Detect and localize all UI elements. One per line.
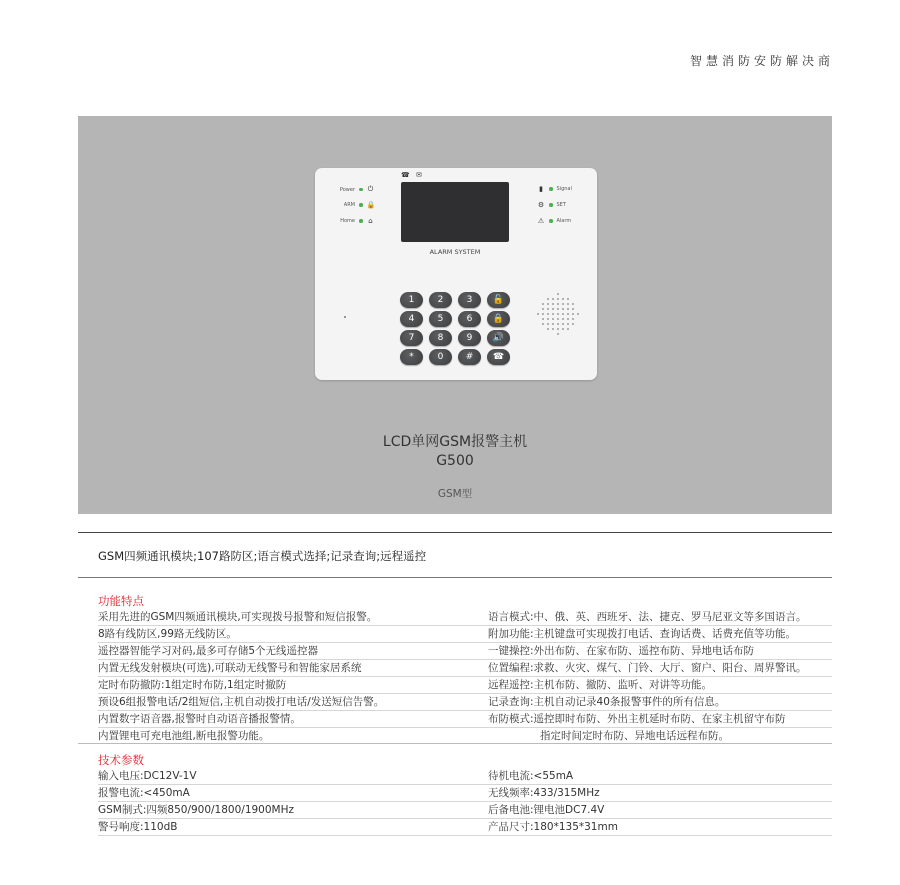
speaker-hole xyxy=(557,328,560,331)
speaker-hole xyxy=(572,318,575,321)
home-icon: ⌂ xyxy=(368,217,373,225)
speaker-hole xyxy=(567,298,570,301)
speaker-hole xyxy=(557,333,560,336)
speaker-hole xyxy=(557,308,560,311)
key-speaker-icon[interactable]: 🔊 xyxy=(487,330,510,346)
divider xyxy=(78,743,832,744)
key-4[interactable]: 4 xyxy=(400,311,423,327)
table-row: 8路有线防区,99路无线防区。 附加功能:主机键盘可实现拨打电话、查询话费、话费充值等功能。 xyxy=(98,626,832,643)
microphone-hole xyxy=(344,316,346,318)
speaker-hole xyxy=(557,303,560,306)
speaker-hole xyxy=(542,313,545,316)
speaker-hole xyxy=(567,328,570,331)
table-row: 采用先进的GSM四频通讯模块,可实现拨号报警和短信报警。 语言模式:中、俄、英、西班牙、法、捷克、罗马尼亚文等多国语言。 xyxy=(98,609,832,626)
key-9[interactable]: 9 xyxy=(458,330,481,346)
feature-summary: GSM四频通讯模块;107路防区;语言模式选择;记录查询;远程遥控 xyxy=(98,549,427,563)
speaker-hole xyxy=(557,313,560,316)
alarm-icon: ⚠ xyxy=(537,217,545,225)
speaker-hole xyxy=(557,318,560,321)
speaker-hole xyxy=(562,318,565,321)
key-5[interactable]: 5 xyxy=(429,311,452,327)
key-3[interactable]: 3 xyxy=(458,292,481,308)
table-row: 内置无线发射模块(可选),可联动无线警号和智能家居系统 位置编程:求救、火灾、煤气、门铃、大厅、窗户、阳台、周界警讯。 xyxy=(98,660,832,677)
speaker-hole xyxy=(557,293,560,296)
table-row: 内置锂电可充电池组,断电报警功能。 指定时间定时布防、异地电话远程布防。 xyxy=(98,730,729,742)
speaker-hole xyxy=(567,308,570,311)
indicator-set: ⚙ SET xyxy=(537,201,566,209)
speaker-hole xyxy=(567,313,570,316)
key-1[interactable]: 1 xyxy=(400,292,423,308)
table-row: 内置数字语音器,报警时自动语音播报警情。 布防模式:遥控即时布防、外出主机延时布防、在家主机留守布防 xyxy=(98,711,832,728)
table-row: 遥控器智能学习对码,最多可存储5个无线遥控器 一键操控:外出布防、在家布防、遥控布防、异地电话布防 xyxy=(98,643,832,660)
speaker-hole xyxy=(562,323,565,326)
key-8[interactable]: 8 xyxy=(429,330,452,346)
features-table xyxy=(98,609,832,744)
key-0[interactable]: 0 xyxy=(429,349,452,365)
speaker-hole xyxy=(572,323,575,326)
key-6[interactable]: 6 xyxy=(458,311,481,327)
speaker-hole xyxy=(547,313,550,316)
speaker-hole xyxy=(542,303,545,306)
speaker-hole xyxy=(552,308,555,311)
speaker-hole xyxy=(537,313,540,316)
speaker-hole xyxy=(562,303,565,306)
indicator-alarm: ⚠ Alarm xyxy=(537,217,572,225)
speaker-hole xyxy=(557,323,560,326)
table-row: GSM制式:四频850/900/1800/1900MHz 后备电池:锂电池DC7.4V xyxy=(98,802,832,819)
speaker-hole xyxy=(547,308,550,311)
brand-slogan: 智慧消防安防解决商 xyxy=(689,54,834,68)
keypad xyxy=(400,292,510,365)
speaker-hole xyxy=(552,298,555,301)
speaker-hole xyxy=(572,308,575,311)
table-row: 警号响度:110dB 产品尺寸:180*135*31mm xyxy=(98,819,832,836)
speaker-hole xyxy=(552,323,555,326)
divider xyxy=(78,577,832,578)
speaker-hole xyxy=(562,328,565,331)
speaker-hole xyxy=(542,308,545,311)
speaker-hole xyxy=(572,313,575,316)
indicator-signal: ▮ Signal xyxy=(537,185,572,193)
key-2[interactable]: 2 xyxy=(429,292,452,308)
features-heading: 功能特点 xyxy=(98,594,144,608)
key-arm-lock-icon[interactable]: 🔒 xyxy=(487,311,510,327)
signal-icon: ▮ xyxy=(539,185,543,193)
speaker-hole xyxy=(552,313,555,316)
power-icon: ⏻ xyxy=(367,185,374,193)
gear-icon: ⚙ xyxy=(537,201,545,209)
speaker-hole xyxy=(567,303,570,306)
speaker-hole xyxy=(547,323,550,326)
speaker-hole xyxy=(542,318,545,321)
product-hero xyxy=(78,116,832,514)
table-row: 输入电压:DC12V-1V 待机电流:<55mA xyxy=(98,768,832,785)
tech-specs-heading: 技术参数 xyxy=(98,753,144,767)
alarm-panel-device xyxy=(315,168,597,380)
speaker-hole xyxy=(547,318,550,321)
key-phone-icon[interactable]: ☎ xyxy=(487,349,510,365)
tech-specs-table xyxy=(98,768,832,836)
speaker-hole xyxy=(552,303,555,306)
speaker-hole xyxy=(542,323,545,326)
speaker-hole xyxy=(577,313,580,316)
product-title: LCD单网GSM报警主机 G500 xyxy=(382,434,528,469)
speaker-hole xyxy=(552,318,555,321)
speaker-hole xyxy=(547,303,550,306)
speaker-hole xyxy=(547,298,550,301)
speaker-hole xyxy=(547,328,550,331)
table-row: 报警电流:<450mA 无线频率:433/315MHz xyxy=(98,785,832,802)
key-hash[interactable]: # xyxy=(458,349,481,365)
speaker-hole xyxy=(552,328,555,331)
indicator-home: Home ⌂ xyxy=(340,217,373,225)
speaker-hole xyxy=(567,318,570,321)
indicator-power: Power ⏻ xyxy=(339,185,374,193)
key-disarm-unlock-icon[interactable]: 🔓 xyxy=(487,292,510,308)
speaker-grille xyxy=(535,292,581,336)
key-7[interactable]: 7 xyxy=(400,330,423,346)
lcd-screen xyxy=(401,182,509,242)
screen-label: ALARM SYSTEM xyxy=(429,248,481,256)
speaker-hole xyxy=(567,323,570,326)
speaker-hole xyxy=(557,298,560,301)
table-row: 定时布防撤防:1组定时布防,1组定时撤防 远程遥控:主机布防、撤防、监听、对讲等功能。 xyxy=(98,677,832,694)
phone-mail-icon: ☎ ✉ xyxy=(401,171,424,179)
speaker-hole xyxy=(572,303,575,306)
speaker-hole xyxy=(562,308,565,311)
speaker-hole xyxy=(562,313,565,316)
speaker-hole xyxy=(562,298,565,301)
divider xyxy=(78,532,832,533)
product-type: GSM型 xyxy=(437,488,473,500)
lock-icon: 🔒 xyxy=(366,201,376,209)
indicator-arm: ARM 🔒 xyxy=(343,201,376,209)
table-row: 预设6组报警电话/2组短信,主机自动拨打电话/发送短信告警。 记录查询:主机自动记录40条报警事件的所有信息。 xyxy=(98,694,832,711)
key-star[interactable]: * xyxy=(400,349,423,365)
